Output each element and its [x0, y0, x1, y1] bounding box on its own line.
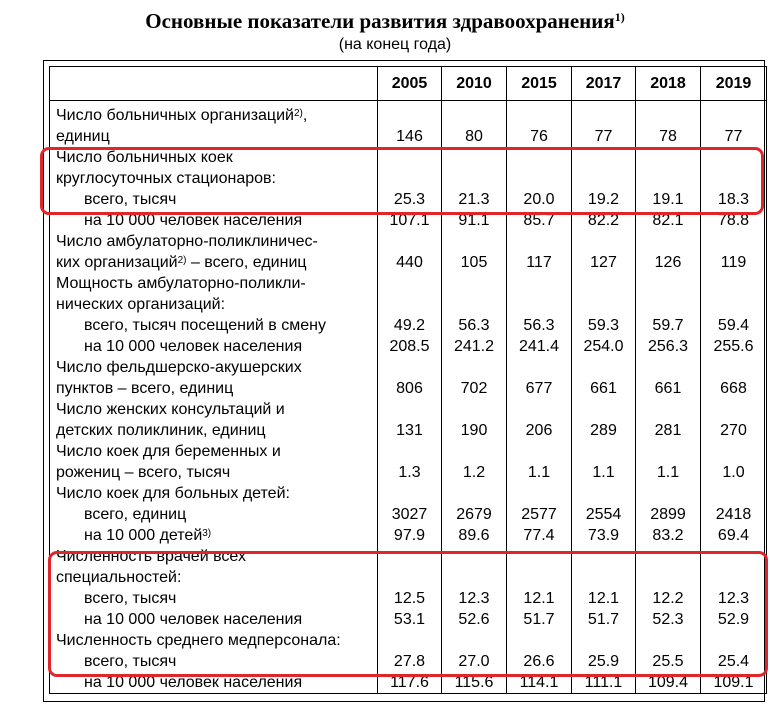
value-cell: 83.2 [636, 525, 701, 546]
value-cell: 78 [636, 105, 701, 147]
value-cell [378, 273, 442, 315]
value-cell: 1.1 [572, 441, 636, 483]
value-cell: 107.1 [378, 210, 442, 231]
value-cell: 25.5 [636, 651, 701, 672]
row-label-line: всего, тысяч посещений в смену [84, 317, 326, 334]
table-row [50, 525, 767, 546]
header-blank-cell [50, 67, 378, 101]
row-label-line: круглосуточных стационаров: [56, 170, 276, 187]
value-cell: 661 [636, 357, 701, 399]
value-cell: 241.4 [507, 336, 572, 357]
row-label-line: Число коек для больных детей: [56, 485, 290, 502]
value-cell: 2899 [636, 504, 701, 525]
value-cell [442, 273, 507, 315]
value-cell: 109.4 [636, 672, 701, 694]
row-label-line: Число больничных организаций [56, 107, 294, 124]
row-label [50, 399, 378, 441]
row-label [50, 273, 378, 315]
row-label-line: нических организаций: [56, 296, 226, 313]
value-cell [507, 483, 572, 504]
value-cell: 52.9 [701, 609, 767, 630]
value-cell: 270 [701, 399, 767, 441]
value-cell: 51.7 [507, 609, 572, 630]
row-label [50, 525, 378, 546]
footnote-marker: 2) [293, 108, 303, 119]
value-cell: 206 [507, 399, 572, 441]
value-cell: 117.6 [378, 672, 442, 694]
value-cell: 677 [507, 357, 572, 399]
value-cell: 12.2 [636, 588, 701, 609]
value-cell: 119 [701, 231, 767, 273]
value-cell: 2418 [701, 504, 767, 525]
row-label-line: Число амбулаторно-поликлиничес- [56, 233, 318, 250]
value-cell: 289 [572, 399, 636, 441]
footnote-marker: 2) [177, 255, 187, 266]
header-year-2005: 2005 [378, 67, 442, 101]
value-cell: 806 [378, 357, 442, 399]
value-cell: 85.7 [507, 210, 572, 231]
row-label-line: на 10 000 человек населения [84, 338, 303, 355]
value-cell [572, 273, 636, 315]
row-label-line: специальностей: [56, 569, 182, 586]
value-cell: 73.9 [572, 525, 636, 546]
value-cell: 208.5 [378, 336, 442, 357]
row-label [50, 357, 378, 399]
value-cell: 255.6 [701, 336, 767, 357]
footnote-marker: 3) [202, 528, 212, 539]
value-cell: 1.3 [378, 441, 442, 483]
value-cell: 12.1 [507, 588, 572, 609]
value-cell: 1.1 [636, 441, 701, 483]
row-label-line: всего, единиц [84, 506, 187, 523]
row-label-line: на 10 000 человек населения [84, 611, 303, 628]
value-cell: 19.2 [572, 189, 636, 210]
value-cell: 241.2 [442, 336, 507, 357]
value-cell: 91.1 [442, 210, 507, 231]
table-row [50, 336, 767, 357]
table-row [50, 273, 767, 315]
value-cell: 256.3 [636, 336, 701, 357]
value-cell: 109.1 [701, 672, 767, 694]
row-label-line: ких организаций$^{2)}$ – всего, единиц [56, 254, 307, 271]
value-cell: 25.3 [378, 189, 442, 210]
value-cell: 114.1 [507, 672, 572, 694]
row-label-line: единиц [56, 128, 110, 145]
highlight-box-staff [48, 551, 768, 677]
value-cell: 78.8 [701, 210, 767, 231]
value-cell: 115.6 [442, 672, 507, 694]
row-label-line: Число фельдшерско-акушерских [56, 359, 302, 376]
value-cell: 77 [572, 105, 636, 147]
value-cell: 440 [378, 231, 442, 273]
table-row [50, 315, 767, 336]
row-label [50, 504, 378, 525]
value-cell: 2679 [442, 504, 507, 525]
value-cell: 126 [636, 231, 701, 273]
value-cell: 105 [442, 231, 507, 273]
value-cell: 117 [507, 231, 572, 273]
table-row [50, 504, 767, 525]
value-cell: 97.9 [378, 525, 442, 546]
value-cell: 131 [378, 399, 442, 441]
row-label [50, 441, 378, 483]
row-label [50, 231, 378, 273]
page-title: Основные показатели развития здравоохранения$^{1)}$ [145, 9, 625, 33]
value-cell: 254.0 [572, 336, 636, 357]
row-label-line: Число больничных коек [56, 149, 233, 166]
value-cell [636, 483, 701, 504]
value-cell: 20.0 [507, 189, 572, 210]
row-label-line: Численность среднего медперсонала: [56, 632, 341, 649]
value-cell: 77.4 [507, 525, 572, 546]
value-cell: 76 [507, 105, 572, 147]
value-cell: 27.8 [378, 651, 442, 672]
value-cell: 53.1 [378, 609, 442, 630]
value-cell: 69.4 [701, 525, 767, 546]
value-cell [701, 273, 767, 315]
value-cell: 668 [701, 357, 767, 399]
row-label-line: всего, тысяч [84, 653, 177, 670]
value-cell: 89.6 [442, 525, 507, 546]
value-cell: 1.1 [507, 441, 572, 483]
value-cell: 25.4 [701, 651, 767, 672]
row-label-line: Число женских консультаций и [56, 401, 285, 418]
header-year-2017: 2017 [572, 67, 636, 101]
highlight-box-beds [40, 147, 764, 215]
value-cell: 27.0 [442, 651, 507, 672]
value-cell: 702 [442, 357, 507, 399]
value-cell: 52.3 [636, 609, 701, 630]
value-cell: 82.1 [636, 210, 701, 231]
table-row [50, 231, 767, 273]
row-label [50, 336, 378, 357]
table-row [50, 357, 767, 399]
row-label-line: рожениц – всего, тысяч [56, 464, 231, 481]
value-cell: 190 [442, 399, 507, 441]
value-cell: 3027 [378, 504, 442, 525]
row-label-line: Число коек для беременных и [56, 443, 281, 460]
value-cell: 56.3 [442, 315, 507, 336]
value-cell: 127 [572, 231, 636, 273]
header-year-2015: 2015 [507, 67, 572, 101]
table-row [50, 441, 767, 483]
table-row [50, 105, 767, 147]
row-label-line: всего, тысяч [84, 191, 177, 208]
label-punctuation: , [302, 107, 308, 124]
value-cell: 12.5 [378, 588, 442, 609]
value-cell: 12.3 [442, 588, 507, 609]
row-label [50, 483, 378, 504]
row-label-line: пунктов – всего, единиц [56, 380, 234, 397]
value-cell: 59.7 [636, 315, 701, 336]
value-cell: 59.3 [572, 315, 636, 336]
value-cell [701, 483, 767, 504]
value-cell: 12.1 [572, 588, 636, 609]
value-cell: 26.6 [507, 651, 572, 672]
table-row [50, 483, 767, 504]
value-cell [507, 273, 572, 315]
row-label-line: всего, тысяч [84, 590, 177, 607]
value-cell: 56.3 [507, 315, 572, 336]
value-cell: 80 [442, 105, 507, 147]
row-label-line: на 10 000 человек населения [84, 674, 303, 691]
row-label-line: Мощность амбулаторно-поликли- [56, 275, 306, 292]
row-label-line: на 10 000 человек населения [84, 212, 303, 229]
value-cell: 52.6 [442, 609, 507, 630]
value-cell: 2577 [507, 504, 572, 525]
value-cell: 19.1 [636, 189, 701, 210]
row-label-line: детских поликлиник, единиц [56, 422, 266, 439]
value-cell: 51.7 [572, 609, 636, 630]
value-cell: 12.3 [701, 588, 767, 609]
title-footnote: 1) [614, 10, 625, 24]
value-cell [636, 273, 701, 315]
header-year-2019: 2019 [701, 67, 767, 101]
value-cell [442, 483, 507, 504]
value-cell: 111.1 [572, 672, 636, 694]
row-label-line: на 10 000 детей [84, 527, 203, 544]
value-cell: 1.2 [442, 441, 507, 483]
row-label [50, 315, 378, 336]
table-row [50, 399, 767, 441]
value-cell: 1.0 [701, 441, 767, 483]
row-label-line: Численность врачей всех [56, 548, 246, 565]
value-cell: 146 [378, 105, 442, 147]
value-cell: 281 [636, 399, 701, 441]
value-cell: 18.3 [701, 189, 767, 210]
value-cell: 2554 [572, 504, 636, 525]
header-row [50, 67, 767, 101]
value-cell: 59.4 [701, 315, 767, 336]
value-cell: 77 [701, 105, 767, 147]
header-year-2018: 2018 [636, 67, 701, 101]
value-cell [572, 483, 636, 504]
value-cell: 82.2 [572, 210, 636, 231]
value-cell [378, 483, 442, 504]
page-subtitle: (на конец года) [338, 36, 452, 53]
value-cell: 49.2 [378, 315, 442, 336]
header-year-2010: 2010 [442, 67, 507, 101]
value-cell: 25.9 [572, 651, 636, 672]
row-label [50, 105, 378, 147]
value-cell: 21.3 [442, 189, 507, 210]
value-cell: 661 [572, 357, 636, 399]
